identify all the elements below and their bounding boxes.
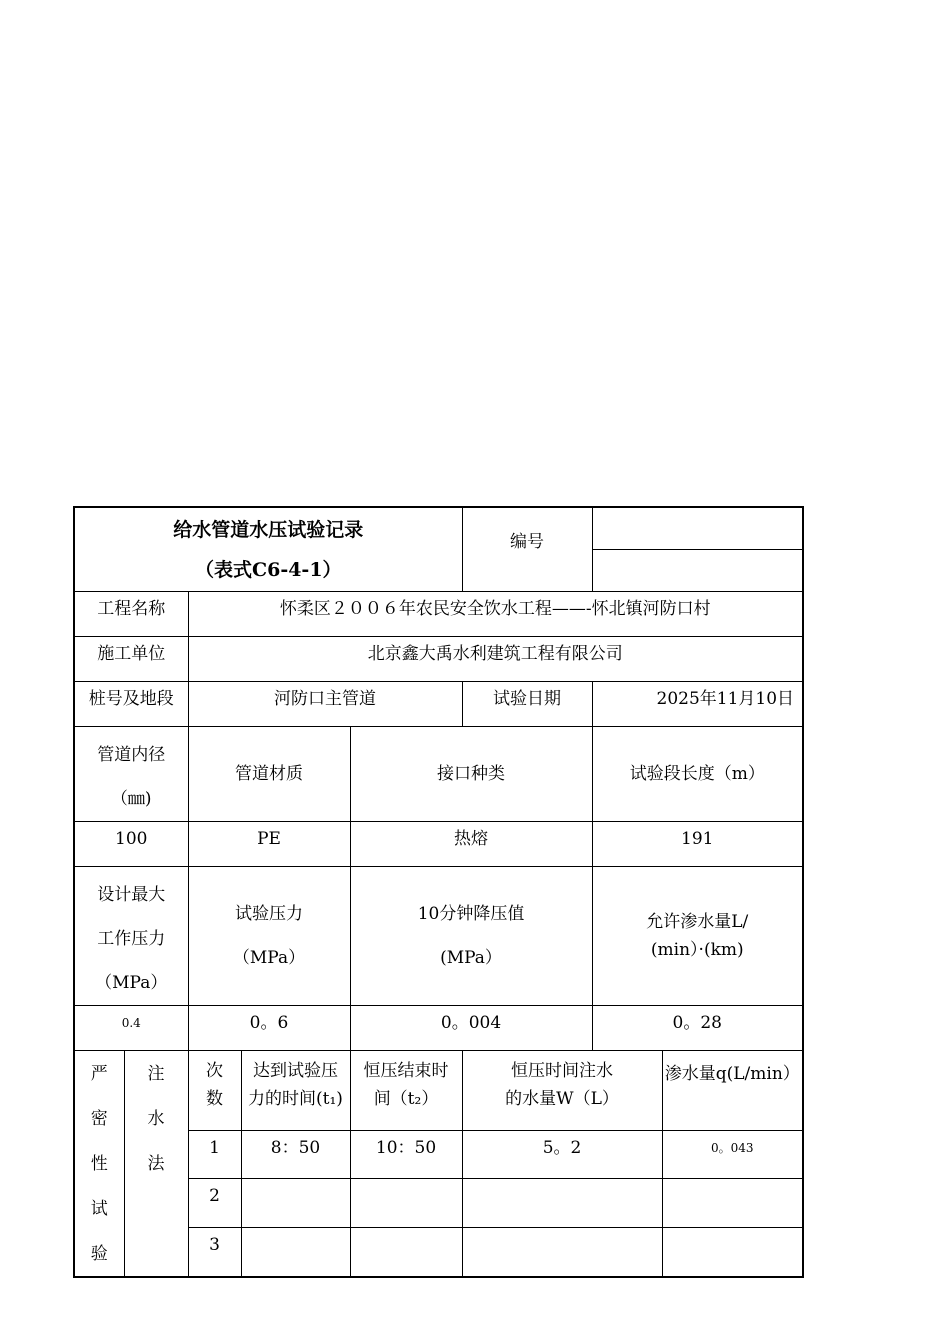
diameter-label — [74, 726, 188, 821]
t1-cell[interactable] — [241, 1228, 350, 1277]
drop-label-line1: 10分钟降压值 — [417, 903, 525, 924]
allowed-seepage-value[interactable]: 0。28 — [592, 1005, 803, 1050]
water-volume-header — [462, 1050, 662, 1130]
diameter-label-line1: 管道内径 — [97, 744, 166, 765]
section-char: 密 — [90, 1108, 108, 1129]
number-label: 编号 — [462, 507, 592, 591]
design-label-line2: 工作压力 — [97, 928, 166, 949]
test-label-line1: 试验压力 — [235, 903, 303, 924]
pressure-drop-label — [350, 866, 592, 1005]
title-cell — [74, 507, 462, 591]
tightness-section-label — [74, 1050, 124, 1277]
form-title: 给水管道水压试验记录 — [173, 519, 364, 541]
length-value[interactable]: 191 — [592, 821, 803, 866]
row-number: 2 — [188, 1179, 241, 1228]
joint-value[interactable]: 热熔 — [350, 821, 592, 866]
seepage-cell[interactable]: 0。043 — [662, 1130, 803, 1179]
design-pressure-label — [74, 866, 188, 1005]
allow-label-line1: 允许渗水量L/ — [646, 911, 749, 932]
section-char: 性 — [90, 1153, 108, 1174]
pressure-drop-value[interactable]: 0。004 — [350, 1005, 592, 1050]
t1-header-line1: 达到试验压 — [253, 1060, 338, 1081]
t2-cell[interactable]: 10：50 — [350, 1130, 462, 1179]
test-record-form — [73, 506, 802, 1264]
count-header — [188, 1050, 241, 1130]
count-header-line2: 数 — [206, 1088, 223, 1109]
t1-cell[interactable]: 8：50 — [241, 1130, 350, 1179]
contractor-value[interactable]: 北京鑫大禹水利建筑工程有限公司 — [188, 636, 803, 681]
row-number: 1 — [188, 1130, 241, 1179]
project-label: 工程名称 — [74, 591, 188, 636]
w-header-line2: 的水量W（L） — [505, 1088, 619, 1109]
number-field-1[interactable] — [592, 507, 803, 549]
method-char: 法 — [147, 1153, 165, 1174]
contractor-label: 施工单位 — [74, 636, 188, 681]
section-char: 验 — [90, 1243, 108, 1264]
seepage-header: 渗水量q(L/min） — [662, 1050, 803, 1130]
count-header-line1: 次 — [206, 1060, 223, 1081]
length-label: 试验段长度（m） — [592, 726, 803, 821]
section-char: 严 — [90, 1063, 108, 1084]
joint-label: 接口种类 — [350, 726, 592, 821]
form-subtitle: （表式C6-4-1） — [194, 559, 342, 581]
allow-label-line2: (min）·(km) — [650, 939, 744, 960]
test-date-label: 试验日期 — [462, 681, 592, 726]
station-value[interactable]: 河防口主管道 — [188, 681, 462, 726]
seepage-cell[interactable] — [662, 1228, 803, 1277]
water-injection-method-label — [124, 1050, 188, 1277]
test-date-value[interactable]: 2025年11月10日 — [592, 681, 803, 726]
t2-cell[interactable] — [350, 1179, 462, 1228]
material-value[interactable]: PE — [188, 821, 350, 866]
test-pressure-value[interactable]: 0。6 — [188, 1005, 350, 1050]
seepage-cell[interactable] — [662, 1179, 803, 1228]
w-header-line1: 恒压时间注水 — [511, 1060, 614, 1081]
t2-cell[interactable] — [350, 1228, 462, 1277]
material-label: 管道材质 — [188, 726, 350, 821]
test-label-line2: （MPa） — [232, 947, 306, 968]
t2-header-line2: 间（t₂） — [373, 1088, 439, 1109]
design-label-line3: （MPa） — [95, 972, 168, 993]
t2-header — [350, 1050, 462, 1130]
number-field-2[interactable] — [592, 549, 803, 591]
station-label: 桩号及地段 — [74, 681, 188, 726]
method-char: 注 — [147, 1063, 165, 1084]
t1-cell[interactable] — [241, 1179, 350, 1228]
design-pressure-value[interactable]: 0.4 — [74, 1005, 188, 1050]
method-char: 水 — [147, 1108, 165, 1129]
diameter-label-line2: （㎜) — [110, 788, 152, 809]
row-number: 3 — [188, 1228, 241, 1277]
water-volume-cell[interactable]: 5。2 — [462, 1130, 662, 1179]
drop-label-line2: (MPa） — [440, 947, 502, 968]
record-table — [73, 506, 804, 1278]
project-value[interactable]: 怀柔区２００６年农民安全饮水工程——-怀北镇河防口村 — [188, 591, 803, 636]
t1-header — [241, 1050, 350, 1130]
allowed-seepage-label — [592, 866, 803, 1005]
section-char: 试 — [90, 1198, 108, 1219]
water-volume-cell[interactable] — [462, 1179, 662, 1228]
t1-header-line2: 力的时间(t₁) — [248, 1088, 343, 1109]
design-label-line1: 设计最大 — [97, 884, 166, 905]
diameter-value[interactable]: 100 — [74, 821, 188, 866]
t2-header-line1: 恒压结束时 — [363, 1060, 449, 1081]
water-volume-cell[interactable] — [462, 1228, 662, 1277]
test-pressure-label — [188, 866, 350, 1005]
